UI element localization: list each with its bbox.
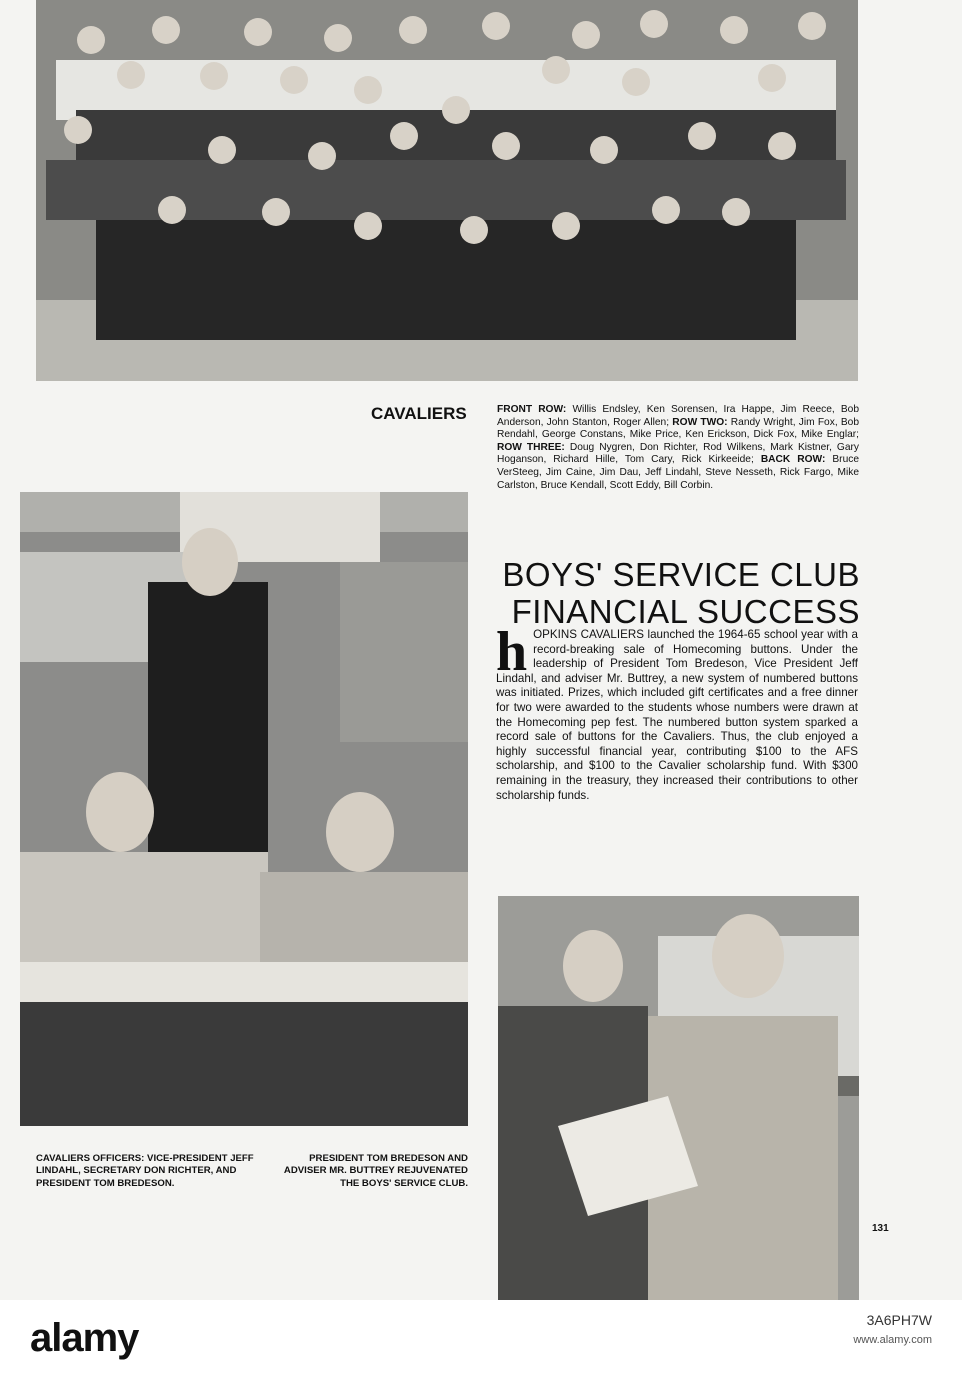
stock-id (853, 1310, 932, 1350)
article-text: OPKINS CAVALIERS launched the 1964-65 school year with a record-breaking sale of Homecoming buttons. Under the leadership of President Tom Bredeson, Vice President Jeff Lindahl, and adviser Mr. Buttrey, a new system of numbered buttons was initiated. Prizes, which included gift certificates and a free dinner for two were awarded to the students whose numbers were drawn at the Homecoming pep fest. The numbered button system sparked a record sale of buttons for the Cavaliers. Thus, the club enjoyed a highly successful financial year, contributing $100 to the AFS scholarship, and $100 to the Cavalier scholarship fund. With $300 remaining in the treasury, they increased their contributions to other scholarship funds. (496, 628, 858, 802)
adviser-caption: PRESIDENT TOM BREDESON AND ADVISER MR. BUTTREY REJUVENATED THE BOYS' SERVICE CLUB. (283, 1153, 468, 1189)
front-row-names: Willis Endsley, Ken Sorensen, Ira Happe, Jim Reece, Bob Anderson, John Stanton, Roger Allen; (497, 404, 859, 428)
group-heading: CAVALIERS (371, 404, 467, 423)
row-two-label: ROW TWO: (672, 416, 728, 428)
front-row-label: FRONT ROW: (497, 404, 567, 415)
officers-photo-illustration (20, 492, 468, 1126)
title-line-1: BOYS' SERVICE CLUB (502, 556, 860, 593)
stock-image-id: 3A6PH7W (866, 1312, 932, 1328)
drop-cap: h (496, 621, 528, 683)
stock-url: www.alamy.com (853, 1334, 932, 1346)
adviser-photo-illustration (498, 896, 859, 1300)
row-three-label: ROW THREE: (497, 441, 565, 453)
title-line-2: FINANCIAL SUCCESS (511, 593, 860, 630)
group-photo-illustration (36, 0, 858, 381)
article-body (496, 621, 858, 803)
page-number: 131 (872, 1223, 889, 1234)
watermark-footer (0, 1300, 962, 1390)
row-three-names: Doug Nygren, Don Richter, Rod Wilkens, Mark Kistner, Gary Hoganson, Richard Hille, Tom Cary, Rick Kirkeeide; (497, 441, 859, 466)
row-two-names: Randy Wright, Jim Fox, Bob Rendahl, George Constans, Mike Price, Ken Erickson, Dick Fox, Mike Englar; (497, 416, 859, 441)
article-title (500, 556, 860, 630)
officers-caption: CAVALIERS OFFICERS: VICE-PRESIDENT JEFF LINDAHL, SECRETARY DON RICHTER, AND PRESIDENT TOM BREDESON. (36, 1153, 254, 1189)
adviser-photo (498, 896, 859, 1300)
officers-photo (20, 492, 468, 1126)
cavaliers-group-photo (36, 0, 858, 381)
back-row-label: BACK ROW: (760, 454, 826, 466)
back-row-names: Bruce VerSteeg, Jim Caine, Jim Dau, Jeff Lindahl, Steve Nesseth, Rick Fargo, Mike Carlston, Bruce Kendall, Scott Eddy, Bill Corbin. (497, 454, 859, 491)
group-caption (497, 404, 859, 492)
alamy-logo: alamy (30, 1316, 139, 1360)
